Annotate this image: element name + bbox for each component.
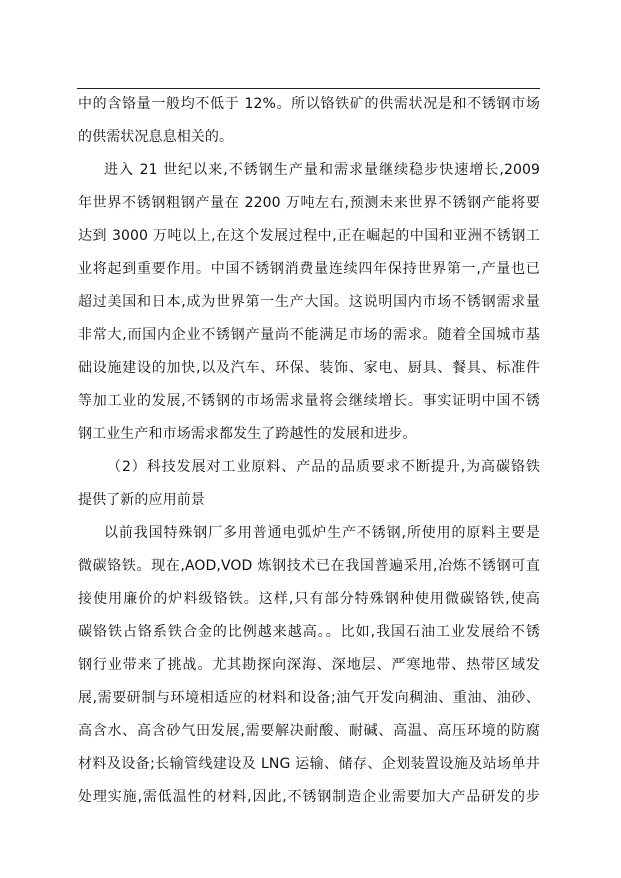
- paragraph-first-line: 进入 21 世纪以来,不锈钢生产量和需求量继续稳步快速增长,2009: [104, 162, 540, 178]
- body-line: 微碳铬铁。现在,AOD,VOD 炼钢技术已在我国普遍采用,冶炼不锈钢可直: [78, 558, 540, 574]
- subheading-line: 提供了新的应用前景: [78, 492, 205, 508]
- body-line: 展,需要研制与环境相适应的材料和设备;油气开发向稠油、重油、油砂、: [78, 690, 540, 706]
- body-line: 中的含铬量一般均不低于 12%。所以铬铁矿的供需状况是和不锈钢市场: [78, 96, 540, 112]
- body-line: 年世界不锈钢粗钢产量在 2200 万吨左右,预测未来世界不锈钢产能将要: [78, 195, 540, 211]
- body-line: 碳铬铁占铬系铁合金的比例越来越高。。比如,我国石油工业发展给不锈: [78, 624, 540, 640]
- body-line: 钢工业生产和市场需求都发生了跨越性的发展和进步。: [78, 426, 417, 442]
- body-line: 非常大,而国内企业不锈钢产量尚不能满足市场的需求。随着全国城市基: [78, 327, 540, 343]
- body-line: 高含水、高含砂气田发展,需要解决耐酸、耐碱、高温、高压环境的防腐: [78, 723, 540, 739]
- body-line: 超过美国和日本,成为世界第一生产大国。这说明国内市场不锈钢需求量: [78, 294, 540, 310]
- body-line: 处理实施,需低温性的材料,因此,不锈钢制造企业需要加大产品研发的步: [78, 789, 540, 805]
- body-line: 材料及设备;长输管线建设及 LNG 运输、储存、企划装置设施及站场单井: [78, 756, 540, 772]
- body-line: 础设施建设的加快,以及汽车、环保、装饰、家电、厨具、餐具、标准件: [78, 360, 540, 376]
- body-line: 钢行业带来了挑战。尤其勘探向深海、深地层、严寒地带、热带区域发: [78, 657, 540, 673]
- body-line: 的供需状况息息相关的。: [78, 129, 234, 145]
- body-line: 业将起到重要作用。中国不锈钢消费量连续四年保持世界第一,产量也已: [78, 261, 540, 277]
- paragraph-first-line: 以前我国特殊钢厂多用普通电弧炉生产不锈钢,所使用的原料主要是: [104, 525, 540, 541]
- body-line: 达到 3000 万吨以上,在这个发展过程中,正在崛起的中国和亚洲不锈钢工: [78, 228, 540, 244]
- body-line: 接使用廉价的炉料级铬铁。这样,只有部分特殊钢种使用微碳铬铁,使高: [78, 591, 540, 607]
- header-divider: [77, 88, 540, 89]
- subheading-line: （2）科技发展对工业原料、产品的品质要求不断提升,为高碳铬铁: [107, 459, 540, 475]
- body-line: 等加工业的发展,不锈钢的市场需求量将会继续增长。事实证明中国不锈: [78, 393, 540, 409]
